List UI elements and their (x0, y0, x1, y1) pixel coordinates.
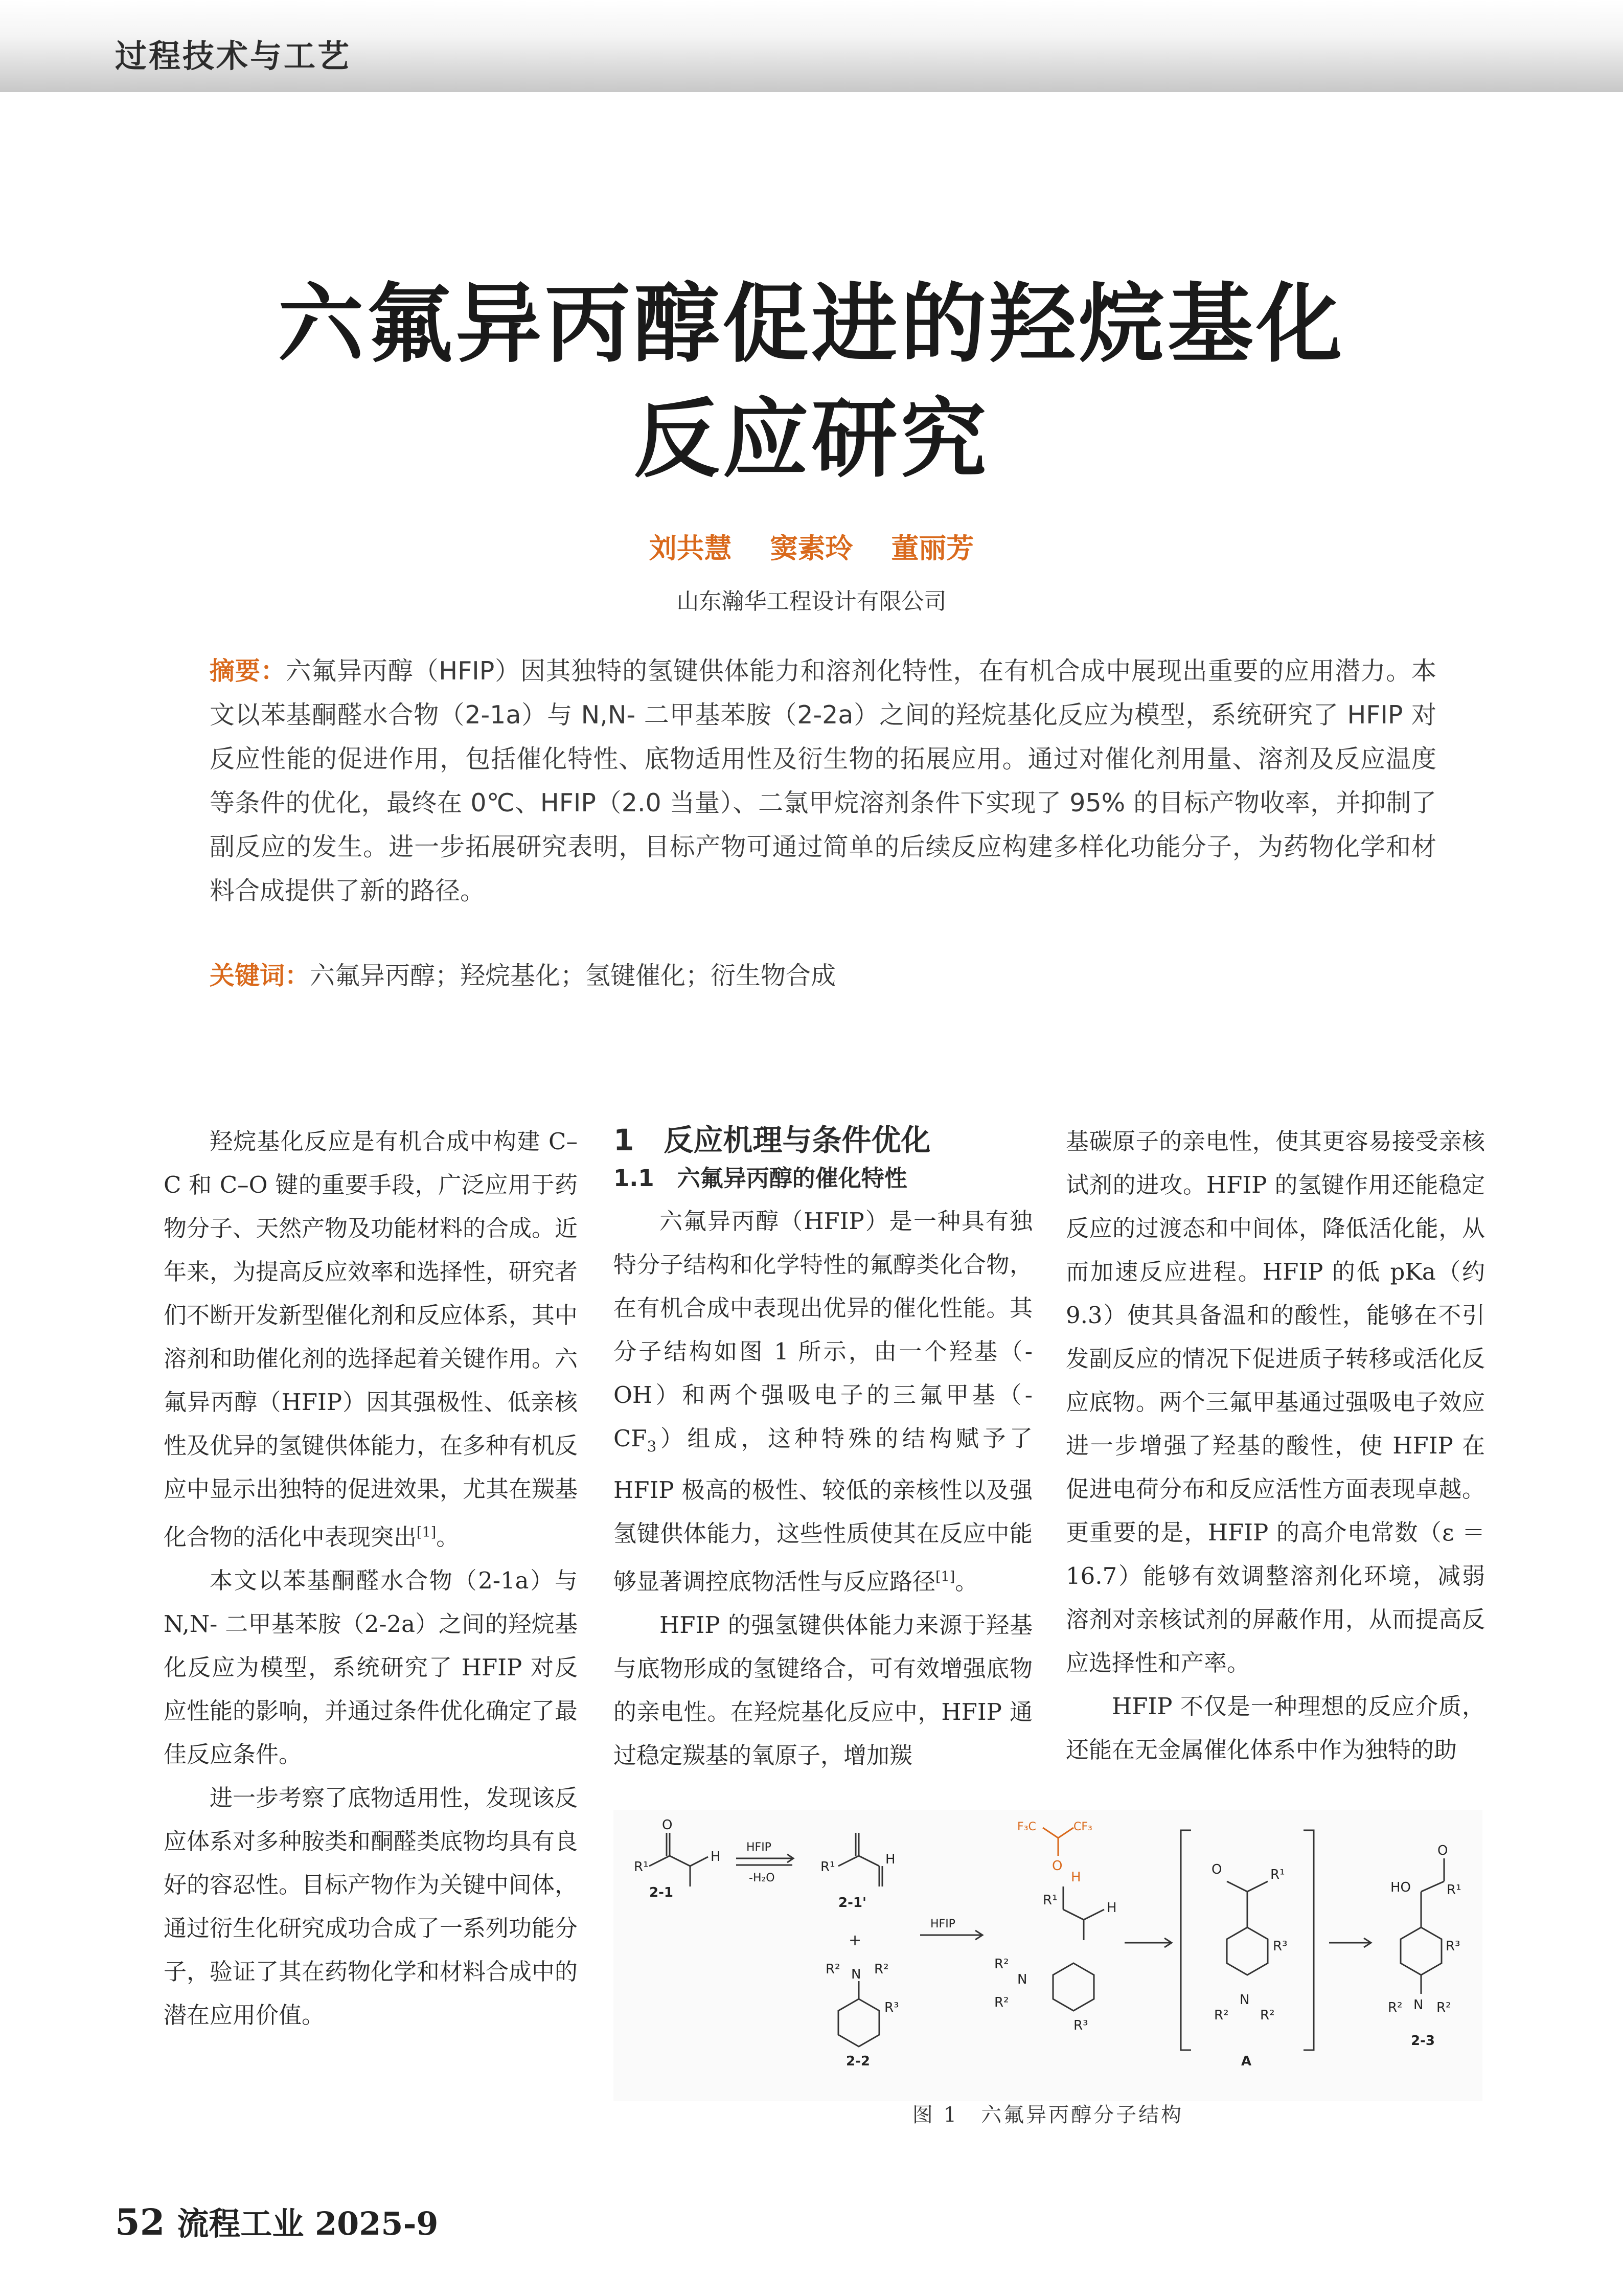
label-r1-c: R¹ (1043, 1893, 1058, 1908)
col2-paragraph-2: HFIP 的强氢键供体能力来源于羟基与底物形成的氢键络合，可有效增强底物的亲电性。在羟烷基化反应中，HFIP 通过稳定羰基的氧原子，增加羰 (613, 1611, 1033, 1769)
affiliation: 山东瀚华工程设计有限公司 (676, 588, 947, 615)
subsection-heading-1-1: 1.1 六氟异丙醇的催化特性 (613, 1165, 907, 1192)
col1-paragraph-2: 本文以苯基酮醛水合物（2-1a）与 N,N- 二甲基苯胺（2-2a）之间的羟烷基化反应为模型，系统研究了 HFIP 对反应性能的影响，并通过条件优化确定了最佳反应条件。 (164, 1567, 578, 1768)
col3-paragraph-1: 基碳原子的亲电性，使其更容易接受亲核试剂的进攻。HFIP 的氢键作用还能稳定反应的过渡态和中间体，降低活化能，从而加速反应进程。HFIP 的低 pKa（约 9.3）使其具备温和的酸性，能够在不引发副反应的情况下促进质子转移或活化反应底物。两个三氟甲基通过强吸电子效应进一步增强了羟基的酸性，使 HFIP 在促进电荷分布和反应活性方面表现卓越。更重要的是，HFIP 的高介电常数（ε ＝ 16.7）能够有效调整溶剂化环境，减弱溶剂对亲核试剂的屏蔽作用，从而提高反应选择性和产率。 (1066, 1128, 1485, 1676)
label-hfip-2: HFIP (930, 1918, 955, 1930)
label-h-hfip: H (1071, 1870, 1081, 1885)
label-r2-c: R² (994, 1957, 1009, 1972)
author-1: 刘共慧 (649, 532, 732, 564)
keywords (210, 956, 1436, 992)
label-r1-a: R¹ (634, 1859, 649, 1875)
reaction-scheme-figure (613, 1810, 1482, 2101)
label-oh-a: H (711, 1849, 721, 1865)
column-2 (613, 1120, 1033, 1777)
label-2-1: 2-1 (649, 1885, 673, 1900)
label-ho: HO (1390, 1880, 1411, 1895)
keywords-text: 六氟异丙醇；羟烷基化；氢键催化；衍生物合成 (310, 961, 836, 990)
label-r3-d: R³ (1446, 1939, 1460, 1954)
label-r2-e: R² (1214, 2008, 1229, 2023)
label-cf3: CF₃ (1073, 1821, 1092, 1833)
label-r3-b: R³ (1073, 2018, 1088, 2033)
label-o-hfip: O (1052, 1858, 1063, 1874)
author-2: 窦素玲 (770, 532, 853, 564)
label-o-a: O (662, 1817, 673, 1833)
label-o-minus: O (1211, 1862, 1222, 1877)
label-r1-e: R¹ (1447, 1882, 1461, 1898)
label-n-a: N (851, 1967, 861, 1982)
label-a: A (1241, 2054, 1252, 2069)
label-hfip-1: HFIP (746, 1841, 771, 1854)
section-heading-1: 1 反应机理与条件优化 (613, 1123, 931, 1157)
label-h-b: H (885, 1852, 896, 1867)
page-footer (115, 2198, 438, 2244)
section-label: 过程技术与工艺 (115, 37, 352, 75)
label-r3-a: R³ (884, 2000, 899, 2015)
page-number: 52 (115, 2201, 165, 2243)
label-2-1p: 2-1' (838, 1895, 866, 1911)
label-r1-d: R¹ (1270, 1867, 1285, 1882)
keywords-label: 关键词： (210, 961, 310, 990)
label-2-2: 2-2 (846, 2054, 870, 2069)
col1-paragraph-3: 进一步考察了底物适用性，发现该反应体系对多种胺类和酮醛类底物均具有良好的容忍性。目标产物作为关键中间体，通过衍生化研究成功合成了一系列功能分子，验证了其在药物化学和材料合成中的潜在应用价值。 (164, 1784, 578, 2029)
col3-paragraph-2: HFIP 不仅是一种理想的反应介质，还能在无金属催化体系中作为独特的助 (1066, 1693, 1485, 1763)
label-r3-c: R³ (1273, 1939, 1288, 1954)
label-r1-b: R¹ (820, 1859, 835, 1875)
label-r2-b: R² (874, 1962, 889, 1977)
col2-paragraph-1: 六氟异丙醇（HFIP）是一种具有独特分子结构和化学特性的氟醇类化合物，在有机合成中表现出优异的催化性能。其分子结构如图 1 所示，由一个羟基（-OH）和两个强吸电子的三氟甲基$(-CF_3)$组成，这种特殊的结构赋予了 HFIP 极高的极性、较低的亲核性以及强氢键供体能力，这些性质使其在反应中能够显著调控底物活性与反应路径[1]。 (613, 1208, 1033, 1595)
label-n-b: N (1017, 1972, 1027, 1987)
label-water: -H₂O (749, 1872, 775, 1884)
label-n-d: N (1413, 1997, 1424, 2013)
abstract (210, 649, 1436, 913)
label-r2-d: R² (994, 1995, 1009, 2010)
label-r2-h: R² (1436, 2000, 1451, 2015)
label-f3c: F₃C (1017, 1821, 1036, 1833)
label-o-d: O (1437, 1843, 1448, 1858)
label-2-3: 2-3 (1411, 2033, 1435, 2049)
label-plus: + (849, 1931, 862, 1949)
article-title-line2: 反应研究 (633, 389, 990, 489)
label-n-c: N (1240, 1992, 1250, 2008)
col1-paragraph-1: 羟烷基化反应是有机合成中构建 C–C 和 C–O 键的重要手段，广泛应用于药物分子、天然产物及功能材料的合成。近年来，为提高反应效率和选择性，研究者们不断开发新型催化剂和反应体系，其中溶剂和助催化剂的选择起着关键作用。六氟异丙醇（HFIP）因其强极性、低亲核性及优异的氢键供体能力，在多种有机反应中显示出独特的促进效果，尤其在羰基化合物的活化中表现突出[1]。 (164, 1128, 578, 1551)
abstract-label: 摘要： (210, 656, 286, 686)
abstract-text: 六氟异丙醇（HFIP）因其独特的氢键供体能力和溶剂化特性，在有机合成中展现出重要的应用潜力。本文以苯基酮醛水合物（2-1a）与 N,N- 二甲基苯胺（2-2a）之间的羟烷基化反应为模型，系统研究了 HFIP 对反应性能的促进作用，包括催化特性、底物适用性及衍生物的拓展应用。通过对催化剂用量、溶剂及反应温度等条件的优化，最终在 0℃、HFIP（2.0 当量）、二氯甲烷溶剂条件下实现了 95% 的目标产物收率，并抑制了副反应的发生。进一步拓展研究表明，目标产物可通过简单的后续反应构建多样化功能分子，为药物化学和材料合成提供了新的路径。 (210, 656, 1436, 905)
label-r2-f: R² (1260, 2008, 1275, 2023)
journal-issue: 流程工业 2025-9 (177, 2205, 439, 2242)
article-title-line1: 六氟异丙醇促进的羟烷基化 (278, 274, 1345, 374)
label-r2-g: R² (1388, 2000, 1403, 2015)
author-3: 董丽芳 (891, 532, 974, 564)
column-1 (164, 1120, 578, 2037)
author-list (0, 527, 1623, 566)
column-3 (1066, 1120, 1485, 1771)
figure-caption: 图 1 六氟异丙醇分子结构 (912, 2103, 1184, 2127)
label-r2-a: R² (826, 1962, 840, 1977)
label-h-c: H (1107, 1900, 1117, 1916)
